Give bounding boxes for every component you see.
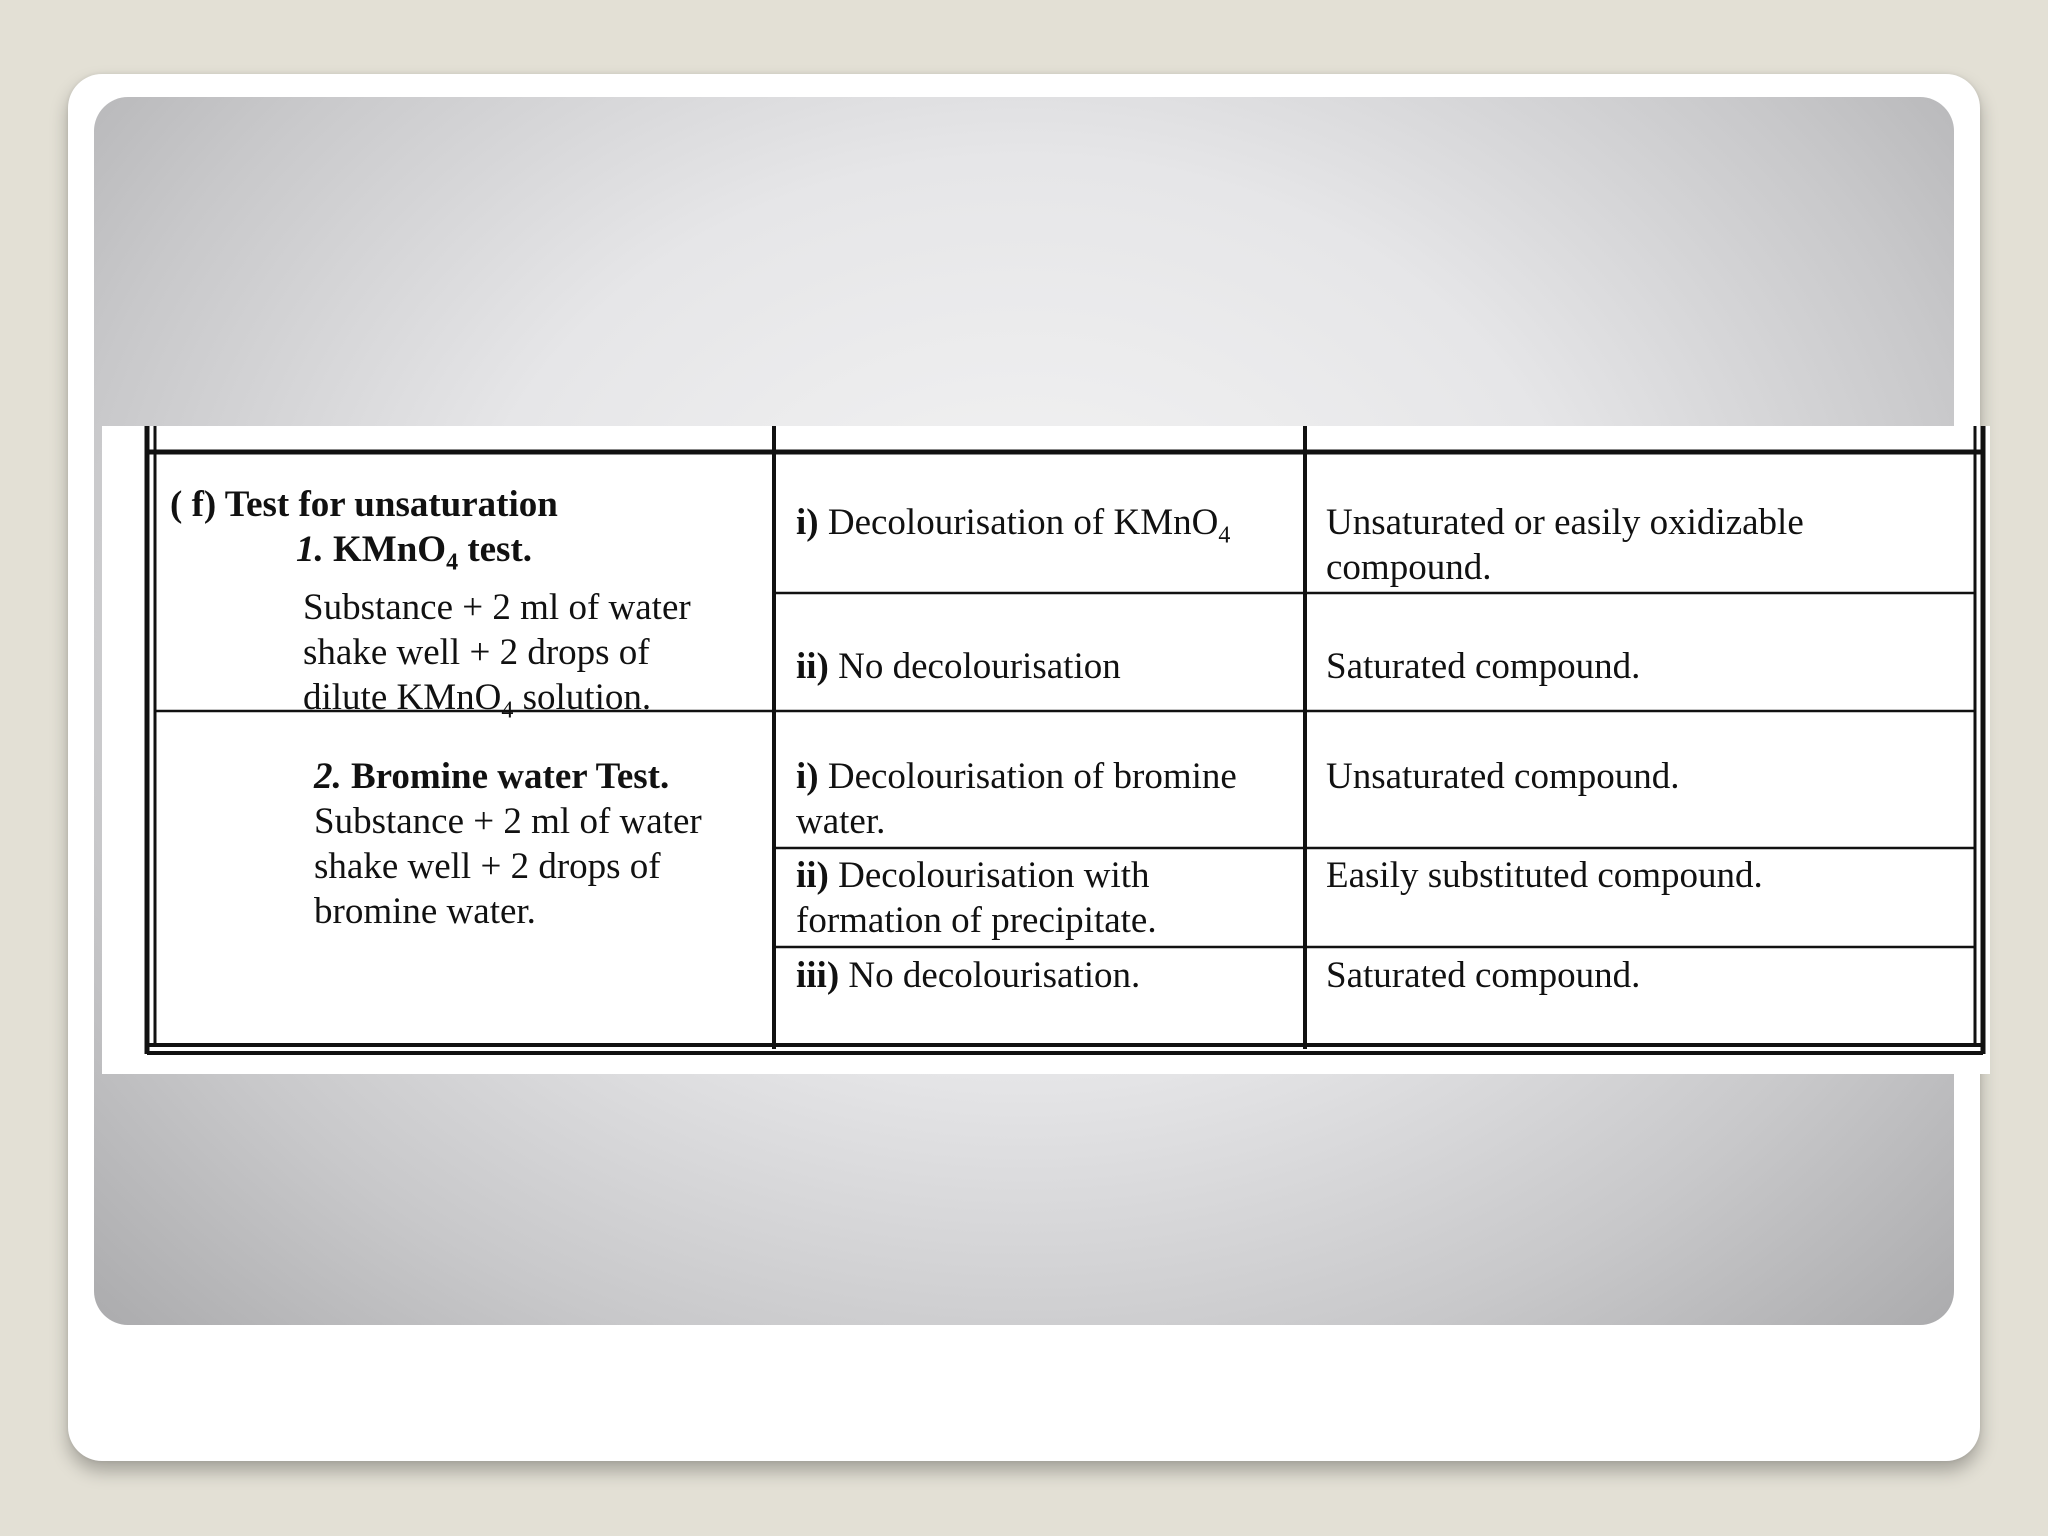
inference-2: Saturated compound. [1326,646,1641,687]
inference-5: Saturated compound. [1326,955,1641,996]
kmno4-test-cell: ( f) Test for unsaturation 1. KMnO$_4$ test. Substance + 2 ml of water shake well + 2 drops of dilute KMnO$_4$ solution. [170,484,691,724]
bromine-test-number: 2. [314,756,342,797]
observation-2: ii) No decolourisation [796,646,1121,687]
observation-5: iii) No decolourisation. [796,955,1141,996]
bromine-test-cell [314,754,702,934]
inference-4: Easily substituted compound. [1326,855,1763,896]
kmno4-test-title: KMnO [323,529,447,570]
observation-3: i) Decolourisation of bromine water. [796,756,1237,842]
bromine-step-line-1: Substance + 2 ml of water [314,801,702,842]
unsaturation-test-table [102,426,1990,1074]
inference-1: Unsaturated or easily oxidizable compound. [1326,502,1804,588]
bromine-step-line-3: bromine water. [314,891,536,932]
section-heading: ( f) Test for unsaturation [170,484,558,525]
kmno4-step-line-2: shake well + 2 drops of [303,632,650,674]
observation-4: ii) Decolourisation with formation of precipitate. [796,855,1157,941]
kmno4-step-line-1: Substance + 2 ml of water [303,587,691,629]
observation-1: i) Decolourisation of KMnO$_4$ [796,502,1231,549]
kmno4-test-number: 1. [296,529,324,570]
bromine-test-title: Bromine water Test. [341,756,670,797]
bromine-step-line-2: shake well + 2 drops of [314,846,661,887]
inference-3: Unsaturated compound. [1326,756,1680,797]
kmno4-step-line-3: dilute KMnO [303,677,502,719]
